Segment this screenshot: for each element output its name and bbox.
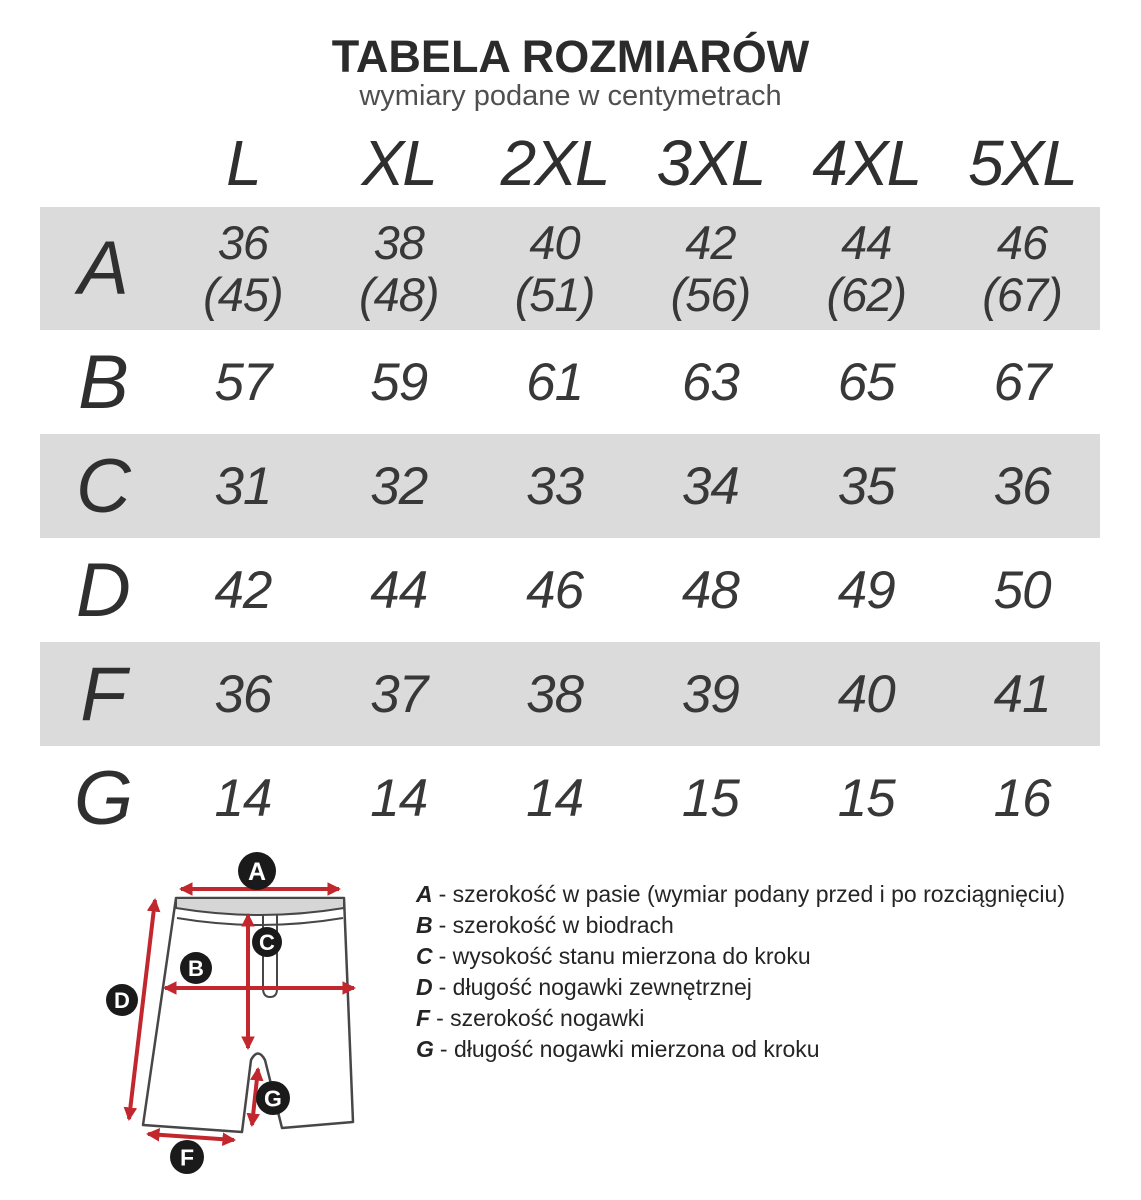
cell-b-3xl: 63 [681,352,739,412]
cell-a-3xl: 42 (56) [670,215,751,321]
size-header-3xl: 3XL [656,126,765,199]
marker-f-label: F [179,1144,195,1171]
measurement-legend [416,879,1065,1065]
row-label: B [78,339,127,425]
cell-a-4xl: 44 (62) [826,215,907,321]
row-label: F [80,651,125,737]
cell-g-l: 14 [214,768,272,828]
cell-c-l: 31 [214,456,272,516]
marker-b-label: B [188,955,204,981]
cell-b-l: 57 [214,352,272,412]
cell-f-3xl: 39 [681,664,739,724]
row-label: C [76,443,129,529]
cell-g-4xl: 15 [837,768,895,828]
cell-a-xl: 38 (48) [358,215,439,321]
legend-item-c: C - wysokość stanu mierzona do kroku [416,943,811,969]
legend-item-g: G - długość nogawki mierzona od kroku [416,1036,820,1062]
cell-b-5xl: 67 [993,352,1051,412]
cell-d-3xl: 48 [681,560,739,620]
cell-g-xl: 14 [370,768,428,828]
legend-item-f: F - szerokość nogawki [416,1005,645,1031]
cell-f-xl: 37 [370,664,428,724]
table-header-row [40,118,1100,207]
size-header-l: L [226,126,260,199]
table-row-a [40,207,1100,330]
cell-c-4xl: 35 [837,456,895,516]
size-header-xl: XL [361,126,436,199]
table-row-b [40,330,1100,434]
cell-c-2xl: 33 [526,456,584,516]
size-header-5xl: 5XL [968,126,1076,199]
cell-f-5xl: 41 [993,664,1051,724]
legend-item-a: A - szerokość w pasie (wymiar podany przed i po rozciągnięciu) [416,881,1065,907]
size-header-4xl: 4XL [812,126,921,199]
title-block [0,31,1141,112]
waistband [176,898,344,915]
cell-d-4xl: 49 [837,560,895,620]
cell-g-5xl: 16 [993,768,1051,828]
cell-a-l: 36 (45) [203,215,283,321]
cell-c-5xl: 36 [993,456,1051,516]
legend-item-b: B - szerokość w biodrach [416,912,674,938]
cell-f-2xl: 38 [526,664,584,724]
measure-arrow-f [148,1134,234,1140]
marker-c-label: C [259,929,275,955]
page-subtitle: wymiary podane w centymetrach [359,80,782,112]
marker-g-label: G [264,1085,282,1112]
table-row-f [40,642,1100,746]
row-label: D [76,547,129,633]
cell-b-2xl: 61 [526,352,584,412]
cell-b-4xl: 65 [837,352,895,412]
cell-g-3xl: 15 [681,768,739,828]
cell-c-3xl: 34 [681,456,739,516]
shorts-measurement-diagram [95,845,375,1180]
cell-a-2xl: 40 (51) [514,215,595,321]
marker-a-label: A [247,858,267,886]
row-label: G [73,755,132,841]
size-table [40,118,1100,850]
cell-d-xl: 44 [370,560,428,620]
cell-d-2xl: 46 [526,560,584,620]
marker-d-label: D [114,987,130,1013]
cell-g-2xl: 14 [526,768,584,828]
legend-item-d: D - długość nogawki zewnętrznej [416,974,752,1000]
cell-a-5xl: 46 (67) [982,215,1062,321]
cell-d-5xl: 50 [993,560,1051,620]
row-label: A [78,226,127,311]
cell-b-xl: 59 [370,352,428,412]
size-header-2xl: 2XL [500,126,609,199]
cell-c-xl: 32 [370,456,428,516]
cell-f-l: 36 [214,664,272,724]
cell-d-l: 42 [214,560,272,620]
cell-f-4xl: 40 [837,664,895,724]
table-row-d [40,538,1100,642]
table-row-c [40,434,1100,538]
table-row-g [40,746,1100,850]
page-title: TABELA ROZMIARÓW [331,31,810,82]
